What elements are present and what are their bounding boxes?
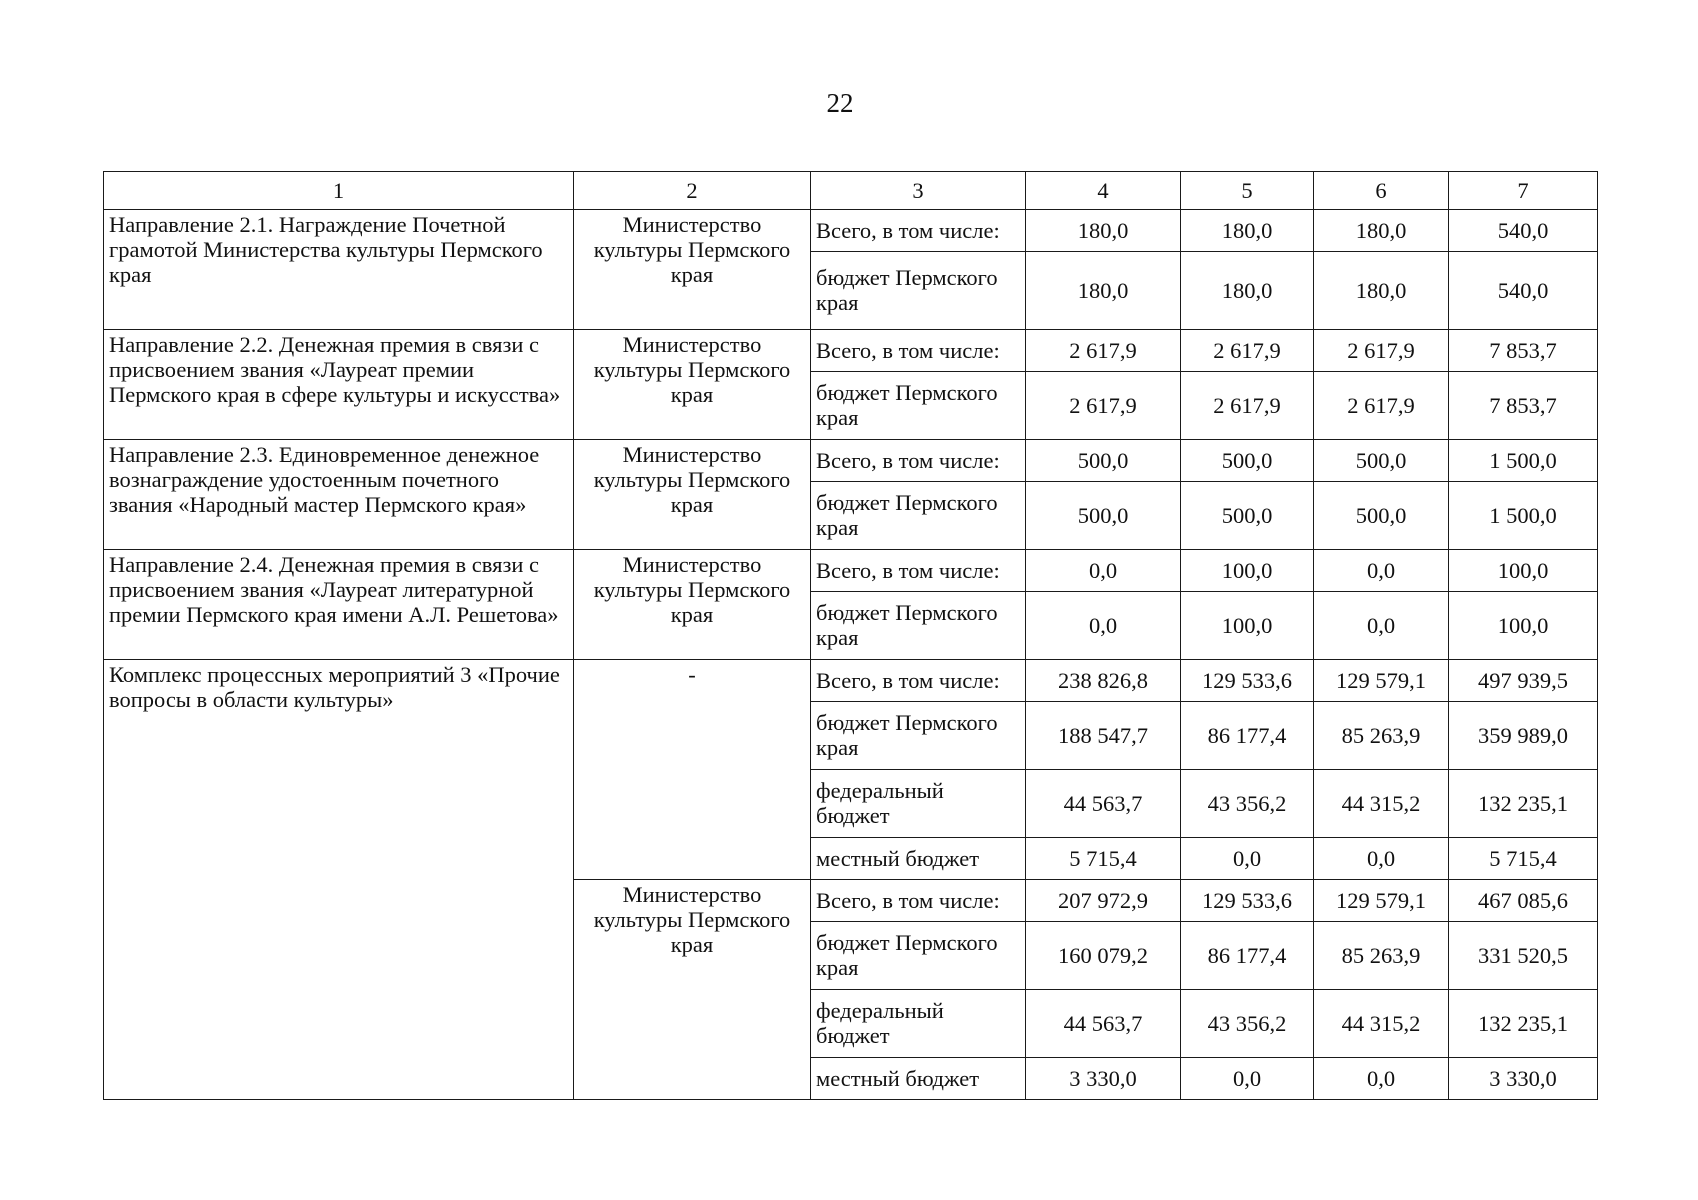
value-col4: 44 563,7 <box>1026 770 1181 838</box>
value-col4: 5 715,4 <box>1026 838 1181 880</box>
header-cell: 7 <box>1449 172 1598 210</box>
value-col6: 85 263,9 <box>1314 922 1449 990</box>
executor-name: - <box>574 660 811 880</box>
value-col5: 500,0 <box>1181 482 1314 550</box>
value-col6: 129 579,1 <box>1314 660 1449 702</box>
table-row <box>104 330 1598 372</box>
value-col7: 100,0 <box>1449 592 1598 660</box>
funding-source: бюджет Пермского края <box>811 372 1026 440</box>
value-col7: 3 330,0 <box>1449 1058 1598 1100</box>
value-col5: 0,0 <box>1181 838 1314 880</box>
value-col5: 43 356,2 <box>1181 770 1314 838</box>
executor-name: Министерство культуры Пермского края <box>574 330 811 440</box>
funding-source: бюджет Пермского края <box>811 592 1026 660</box>
value-col7: 497 939,5 <box>1449 660 1598 702</box>
complex-title: Комплекс процессных мероприятий 3 «Прочие вопросы в области культуры» <box>104 660 574 1100</box>
value-col7: 331 520,5 <box>1449 922 1598 990</box>
value-col4: 44 563,7 <box>1026 990 1181 1058</box>
funding-source: Всего, в том числе: <box>811 210 1026 252</box>
value-col6: 500,0 <box>1314 440 1449 482</box>
value-col7: 1 500,0 <box>1449 482 1598 550</box>
value-col4: 238 826,8 <box>1026 660 1181 702</box>
value-col7: 100,0 <box>1449 550 1598 592</box>
value-col6: 44 315,2 <box>1314 990 1449 1058</box>
funding-source: бюджет Пермского края <box>811 702 1026 770</box>
value-col5: 180,0 <box>1181 252 1314 330</box>
funding-source: местный бюджет <box>811 1058 1026 1100</box>
executor-name: Министерство культуры Пермского края <box>574 880 811 1100</box>
value-col5: 2 617,9 <box>1181 372 1314 440</box>
direction-name: Направление 2.4. Денежная премия в связи с присвоением звания «Лауреат литературной премии Пермского края имени А.Л. Решетова» <box>104 550 574 660</box>
direction-name: Направление 2.3. Единовременное денежное вознаграждение удостоенным почетного звания «Народный мастер Пермского края» <box>104 440 574 550</box>
funding-source: бюджет Пермского края <box>811 252 1026 330</box>
executor-name: Министерство культуры Пермского края <box>574 440 811 550</box>
header-cell: 4 <box>1026 172 1181 210</box>
value-col4: 500,0 <box>1026 440 1181 482</box>
header-cell: 3 <box>811 172 1026 210</box>
page-number: 22 <box>826 88 854 118</box>
value-col4: 180,0 <box>1026 210 1181 252</box>
table-row <box>104 210 1598 252</box>
value-col6: 2 617,9 <box>1314 372 1449 440</box>
value-col7: 540,0 <box>1449 252 1598 330</box>
value-col5: 86 177,4 <box>1181 922 1314 990</box>
table-row <box>104 660 1598 702</box>
value-col5: 43 356,2 <box>1181 990 1314 1058</box>
funding-source: федеральный бюджет <box>811 990 1026 1058</box>
value-col6: 0,0 <box>1314 550 1449 592</box>
value-col5: 129 533,6 <box>1181 660 1314 702</box>
value-col6: 2 617,9 <box>1314 330 1449 372</box>
value-col7: 132 235,1 <box>1449 770 1598 838</box>
executor-name: Министерство культуры Пермского края <box>574 550 811 660</box>
value-col5: 86 177,4 <box>1181 702 1314 770</box>
header-cell: 6 <box>1314 172 1449 210</box>
value-col6: 44 315,2 <box>1314 770 1449 838</box>
value-col4: 0,0 <box>1026 550 1181 592</box>
value-col4: 180,0 <box>1026 252 1181 330</box>
funding-source: Всего, в том числе: <box>811 330 1026 372</box>
value-col4: 500,0 <box>1026 482 1181 550</box>
funding-source: бюджет Пермского края <box>811 482 1026 550</box>
value-col4: 2 617,9 <box>1026 330 1181 372</box>
value-col6: 500,0 <box>1314 482 1449 550</box>
funding-source: федеральный бюджет <box>811 770 1026 838</box>
value-col5: 500,0 <box>1181 440 1314 482</box>
value-col5: 0,0 <box>1181 1058 1314 1100</box>
table-row <box>104 440 1598 482</box>
value-col5: 129 533,6 <box>1181 880 1314 922</box>
value-col6: 180,0 <box>1314 252 1449 330</box>
direction-name: Направление 2.1. Награждение Почетной грамотой Министерства культуры Пермского края <box>104 210 574 330</box>
funding-source: Всего, в том числе: <box>811 880 1026 922</box>
value-col4: 0,0 <box>1026 592 1181 660</box>
value-col5: 180,0 <box>1181 210 1314 252</box>
value-col4: 160 079,2 <box>1026 922 1181 990</box>
value-col7: 132 235,1 <box>1449 990 1598 1058</box>
value-col7: 467 085,6 <box>1449 880 1598 922</box>
table-header-row <box>104 172 1598 210</box>
budget-table <box>103 171 1598 1100</box>
funding-source: Всего, в том числе: <box>811 550 1026 592</box>
value-col5: 2 617,9 <box>1181 330 1314 372</box>
value-col7: 359 989,0 <box>1449 702 1598 770</box>
value-col4: 188 547,7 <box>1026 702 1181 770</box>
direction-name: Направление 2.2. Денежная премия в связи с присвоением звания «Лауреат премии Пермского края в сфере культуры и искусства» <box>104 330 574 440</box>
value-col5: 100,0 <box>1181 592 1314 660</box>
value-col6: 180,0 <box>1314 210 1449 252</box>
value-col4: 2 617,9 <box>1026 372 1181 440</box>
value-col4: 207 972,9 <box>1026 880 1181 922</box>
value-col6: 0,0 <box>1314 838 1449 880</box>
value-col6: 129 579,1 <box>1314 880 1449 922</box>
header-cell: 5 <box>1181 172 1314 210</box>
value-col5: 100,0 <box>1181 550 1314 592</box>
header-cell: 1 <box>104 172 574 210</box>
value-col6: 85 263,9 <box>1314 702 1449 770</box>
table-row <box>104 550 1598 592</box>
funding-source: местный бюджет <box>811 838 1026 880</box>
header-cell: 2 <box>574 172 811 210</box>
funding-source: бюджет Пермского края <box>811 922 1026 990</box>
value-col7: 7 853,7 <box>1449 372 1598 440</box>
value-col4: 3 330,0 <box>1026 1058 1181 1100</box>
value-col7: 7 853,7 <box>1449 330 1598 372</box>
value-col7: 1 500,0 <box>1449 440 1598 482</box>
value-col7: 5 715,4 <box>1449 838 1598 880</box>
value-col7: 540,0 <box>1449 210 1598 252</box>
funding-source: Всего, в том числе: <box>811 440 1026 482</box>
funding-source: Всего, в том числе: <box>811 660 1026 702</box>
executor-name: Министерство культуры Пермского края <box>574 210 811 330</box>
value-col6: 0,0 <box>1314 592 1449 660</box>
value-col6: 0,0 <box>1314 1058 1449 1100</box>
